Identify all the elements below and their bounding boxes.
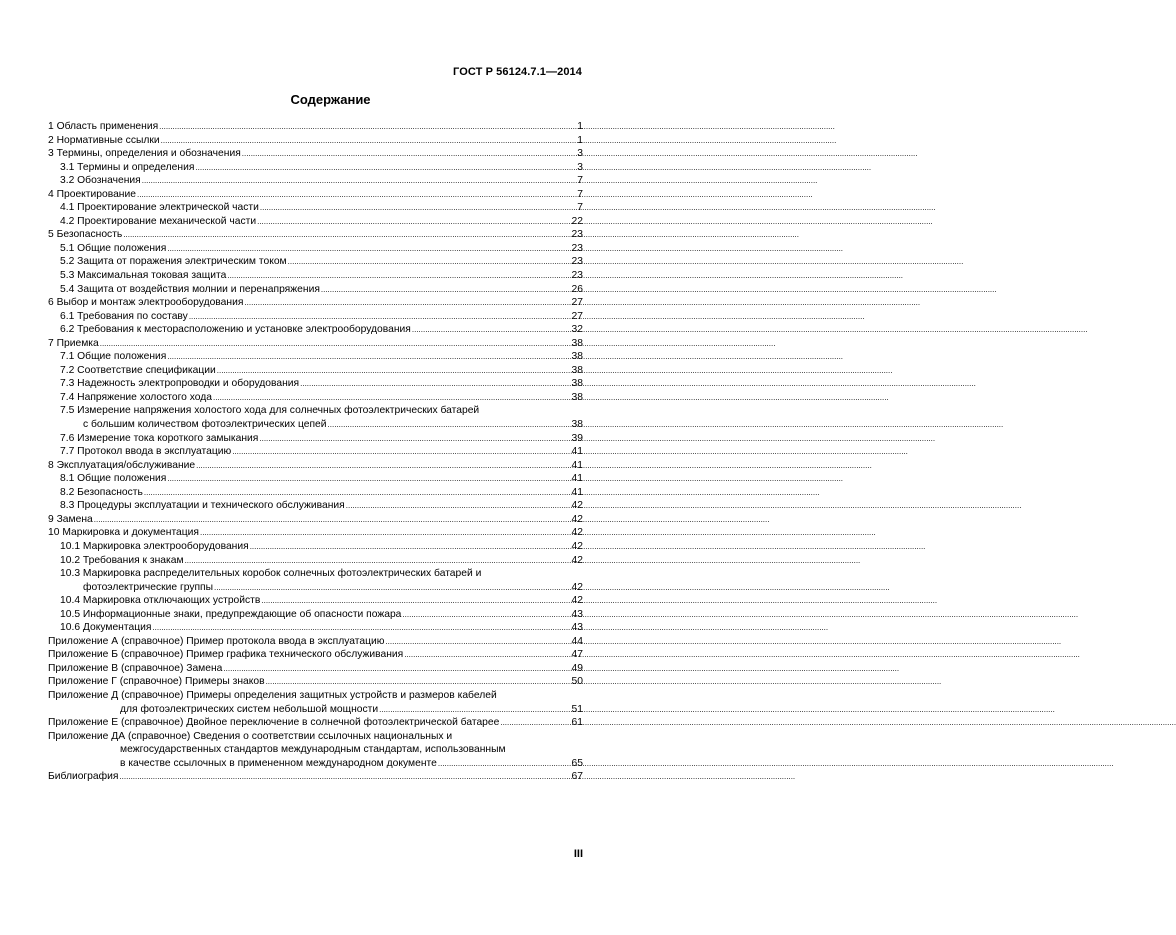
toc-entry-first-line[interactable]: 7.5 Измерение напряжения холостого хода для солнечных фотоэлектрических батарей — [60, 405, 480, 417]
toc-entry-page: 1 — [577, 121, 583, 132]
toc-entry-title: 10.6 Документация — [60, 622, 152, 634]
toc-entry-page: 42 — [571, 540, 583, 552]
toc-leader-dots — [257, 215, 570, 229]
toc-leader-dots — [214, 581, 571, 595]
toc-leader-dots — [94, 513, 571, 527]
toc-entry[interactable] — [48, 459, 583, 473]
toc-entry[interactable] — [48, 310, 583, 324]
toc-entry-page: 44 — [571, 635, 583, 647]
toc-entry[interactable] — [48, 228, 583, 242]
toc-leader-dots — [412, 323, 571, 337]
toc-entry-title: 3.2 Обозначения — [60, 175, 141, 187]
toc-entry[interactable] — [48, 554, 583, 568]
toc-entry[interactable] — [48, 499, 583, 513]
toc-entry[interactable] — [48, 675, 583, 689]
toc-entry-title: Приложение Б (справочное) Пример графика технического обслуживания — [48, 649, 404, 661]
toc-entry[interactable] — [48, 445, 583, 459]
toc-entry-page: 61 — [571, 717, 583, 729]
toc-entry[interactable] — [48, 242, 583, 256]
toc-leader-dots — [261, 594, 570, 608]
toc-entry-page: 7 — [577, 202, 583, 214]
toc-entry-title: Приложение Е (справочное) Двойное переключение в солнечной фотоэлектрической батарее — [48, 717, 500, 729]
toc-entry[interactable] — [48, 377, 583, 391]
toc-entry-page: 49 — [571, 662, 583, 674]
toc-entry-page: 43 — [571, 622, 583, 634]
toc-entry[interactable] — [48, 161, 583, 175]
toc-leader-dots — [200, 526, 571, 540]
toc-leader-dots — [260, 201, 576, 215]
toc-entry[interactable] — [48, 120, 583, 134]
toc-entry-page: 38 — [571, 378, 583, 390]
toc-leader-dots — [404, 648, 570, 662]
toc-leader-dots — [152, 621, 570, 635]
toc-leader-dots — [159, 120, 576, 134]
toc-leader-dots — [500, 716, 570, 730]
toc-entry-page: 67 — [571, 771, 583, 783]
toc-entry-page: 42 — [571, 500, 583, 512]
toc-leader-dots — [346, 499, 571, 513]
toc-leader-dots — [438, 757, 571, 771]
toc-leader-dots — [189, 310, 571, 324]
toc-entry-title: 7 Приемка — [48, 337, 99, 349]
toc-leader-dots — [259, 432, 570, 446]
toc-entry-page: 42 — [571, 513, 583, 525]
toc-entry-page: 42 — [571, 554, 583, 566]
toc-entry-page: 41 — [571, 459, 583, 471]
toc-entry-title: 7.1 Общие положения — [60, 351, 167, 363]
toc-entry-page: 42 — [571, 581, 583, 593]
toc-leader-dots — [137, 188, 576, 202]
toc-entry-title: 5.3 Максимальная токовая защита — [60, 270, 227, 282]
toc-entry-page: 43 — [571, 608, 583, 620]
toc-entry-page: 3 — [577, 148, 583, 160]
toc-entry-first-line[interactable]: межгосударственных стандартов международным стандартам, использованным — [120, 744, 506, 756]
toc-entry[interactable] — [48, 648, 583, 662]
toc-leader-dots — [300, 377, 570, 391]
toc-entry-page: 23 — [571, 270, 583, 282]
toc-leader-dots — [144, 486, 571, 500]
toc-entry-first-line[interactable]: 10.3 Маркировка распределительных коробок солнечных фотоэлектрических батарей и — [60, 568, 482, 580]
toc-entry-title: 4.2 Проектирование механической части — [60, 215, 257, 227]
toc-entry[interactable] — [48, 201, 583, 215]
toc-entry[interactable] — [48, 581, 583, 595]
toc-entry-page: 50 — [571, 676, 583, 688]
toc-leader-dots — [402, 608, 570, 622]
toc-entry[interactable] — [48, 621, 583, 635]
toc-entry-title: 8.2 Безопасность — [60, 486, 143, 498]
toc-leader-dots — [196, 459, 570, 473]
toc-entry-page: 42 — [571, 595, 583, 607]
toc-leader-dots — [244, 296, 570, 310]
toc-entry-page: 26 — [571, 283, 583, 295]
toc-entry-page: 32 — [571, 324, 583, 336]
toc-leader-dots — [142, 174, 577, 188]
toc-entry-title: 2 Нормативные ссылки — [48, 134, 160, 146]
toc-entry-page: 3 — [577, 161, 583, 173]
toc-entry[interactable] — [48, 296, 583, 310]
toc-entry-first-line[interactable]: Приложение Д (справочное) Примеры определения защитных устройств и размеров кабелей — [48, 689, 497, 701]
toc-leader-dots — [385, 635, 570, 649]
toc-leader-dots — [161, 134, 577, 148]
toc-entry-title: 8.3 Процедуры эксплуатации и технического обслуживания — [60, 500, 345, 512]
toc-entry-title: 6 Выбор и монтаж электрооборудования — [48, 297, 244, 309]
toc-leader-dots — [185, 554, 571, 568]
toc-entry-page: 42 — [571, 527, 583, 539]
toc-entry-page: 7 — [577, 175, 583, 187]
toc-entry-title: 4 Проектирование — [48, 188, 136, 200]
toc-entry-title: 7.3 Надежность электропроводки и оборудования — [60, 378, 300, 390]
toc-entry-page: 39 — [571, 432, 583, 444]
toc-entry[interactable] — [48, 215, 583, 229]
toc-entry-title: 5 Безопасность — [48, 229, 123, 241]
toc-entry-title: 5.4 Защита от воздействия молнии и перенапряжения — [60, 283, 320, 295]
toc-entry-page: 47 — [571, 649, 583, 661]
toc-entry-title: для фотоэлектрических систем небольшой мощности — [120, 703, 379, 715]
toc-entry-page: 38 — [571, 419, 583, 431]
toc-entry[interactable] — [48, 513, 583, 527]
toc-leader-dots — [379, 703, 570, 717]
toc-leader-dots — [167, 350, 570, 364]
toc-entry-page: 23 — [571, 229, 583, 241]
toc-leader-dots — [242, 147, 576, 161]
toc-entry-title: Библиография — [48, 771, 119, 783]
toc-entry[interactable] — [48, 703, 583, 717]
toc-entry-title: 7.6 Измерение тока короткого замыкания — [60, 432, 259, 444]
toc-entry-title: 6.1 Требования по составу — [60, 310, 188, 322]
toc-entry[interactable] — [48, 147, 583, 161]
toc-entry-title: 7.2 Соответствие спецификации — [60, 364, 216, 376]
toc-entry-page: 23 — [571, 242, 583, 254]
toc-entry-first-line[interactable]: Приложение ДА (справочное) Сведения о соответствии ссылочных национальных и — [48, 730, 453, 742]
toc-entry[interactable] — [48, 662, 583, 676]
toc-entry-page: 65 — [571, 757, 583, 769]
toc-entry[interactable] — [48, 283, 583, 297]
toc-entry-title: 10.4 Маркировка отключающих устройств — [60, 595, 261, 607]
toc-entry-title: 9 Замена — [48, 513, 93, 525]
toc-entry-title: 5.2 Защита от поражения электрическим током — [60, 256, 287, 268]
toc-entry[interactable] — [48, 134, 583, 148]
toc-entry[interactable] — [48, 364, 583, 378]
toc-leader-dots — [232, 445, 570, 459]
toc-entry-page: 41 — [571, 473, 583, 485]
toc-entry[interactable] — [48, 391, 583, 405]
toc-leader-dots — [321, 283, 571, 297]
toc-entry-title: 7.7 Протокол ввода в эксплуатацию — [60, 446, 232, 458]
toc-entry[interactable] — [48, 770, 583, 784]
toc-entry[interactable] — [48, 418, 583, 432]
toc-entry-title: Приложение В (справочное) Замена — [48, 662, 223, 674]
toc-entry[interactable] — [48, 608, 583, 622]
toc-entry-title: 4.1 Проектирование электрической части — [60, 202, 259, 214]
toc-leader-dots — [223, 662, 570, 676]
toc-leader-dots — [167, 242, 570, 256]
toc-leader-dots — [328, 418, 571, 432]
toc-entry-title: фотоэлектрические группы — [83, 581, 214, 593]
toc-leader-dots — [227, 269, 570, 283]
toc-entry-page: 1 — [577, 134, 583, 146]
toc-entry-title: с большим количеством фотоэлектрических цепей — [83, 419, 327, 431]
toc-entry-page: 7 — [577, 188, 583, 200]
toc-entry-title: 3.1 Термины и определения — [60, 161, 195, 173]
toc-entry[interactable] — [48, 174, 583, 188]
standard-code: ГОСТ Р 56124.7.1—2014 — [453, 66, 582, 78]
toc-entry-title: 10.1 Маркировка электрооборудования — [60, 540, 249, 552]
toc-entry[interactable] — [48, 323, 583, 337]
toc-leader-dots — [123, 228, 570, 242]
toc-entry-title: Приложение Г (справочное) Примеры знаков — [48, 676, 265, 688]
toc-leader-dots — [167, 472, 570, 486]
toc-entry-page: 27 — [571, 310, 583, 322]
toc-entry[interactable] — [48, 716, 583, 730]
toc-entry-title: 8 Эксплуатация/обслуживание — [48, 459, 196, 471]
toc-entry-page: 41 — [571, 486, 583, 498]
toc-entry-title: 3 Термины, определения и обозначения — [48, 148, 241, 160]
toc-leader-dots — [288, 255, 571, 269]
toc-title: Содержание — [290, 92, 371, 107]
toc-entry-title: 8.1 Общие положения — [60, 473, 167, 485]
toc-entry-page: 38 — [571, 337, 583, 349]
toc-entry-title: 7.4 Напряжение холостого хода — [60, 391, 212, 403]
toc-entry-page: 38 — [571, 351, 583, 363]
toc-entry[interactable] — [48, 255, 583, 269]
toc-leader-dots — [213, 391, 571, 405]
page-number: III — [573, 848, 583, 860]
toc-entry-title: в качестве ссылочных в примененном международном документе — [120, 757, 437, 769]
toc-entry[interactable] — [48, 635, 583, 649]
toc-entry-page: 41 — [571, 446, 583, 458]
toc-leader-dots — [100, 337, 571, 351]
table-of-contents — [48, 120, 583, 784]
toc-entry-page: 38 — [571, 391, 583, 403]
toc-entry-title: Приложение А (справочное) Пример протокола ввода в эксплуатацию — [48, 635, 385, 647]
toc-entry-page: 51 — [571, 703, 583, 715]
toc-entry-page: 22 — [571, 215, 583, 227]
toc-entry-title: 1 Область применения — [48, 121, 159, 132]
toc-entry[interactable] — [48, 188, 583, 202]
toc-leader-dots — [217, 364, 571, 378]
toc-entry[interactable] — [48, 540, 583, 554]
toc-leader-dots — [250, 540, 571, 554]
toc-entry[interactable] — [48, 472, 583, 486]
toc-entry[interactable] — [48, 526, 583, 540]
toc-entry[interactable] — [48, 432, 583, 446]
toc-entry[interactable] — [48, 337, 583, 351]
toc-entry-page: 23 — [571, 256, 583, 268]
toc-entry-title: 5.1 Общие положения — [60, 242, 167, 254]
toc-leader-dots — [195, 161, 576, 175]
toc-entry-page: 38 — [571, 364, 583, 376]
toc-entry-title: 10.5 Информационные знаки, предупреждающие об опасности пожара — [60, 608, 402, 620]
toc-entry-title: 10 Маркировка и документация — [48, 527, 200, 539]
toc-entry-title: 10.2 Требования к знакам — [60, 554, 184, 566]
toc-leader-dots — [266, 675, 571, 689]
toc-leader-dots — [119, 770, 570, 784]
toc-entry[interactable] — [48, 350, 583, 364]
toc-entry-page: 27 — [571, 297, 583, 309]
toc-entry[interactable] — [48, 757, 583, 771]
toc-entry[interactable] — [48, 486, 583, 500]
toc-entry[interactable] — [48, 594, 583, 608]
toc-entry[interactable] — [48, 269, 583, 283]
toc-entry-title: 6.2 Требования к месторасположению и установке электрооборудования — [60, 324, 411, 336]
